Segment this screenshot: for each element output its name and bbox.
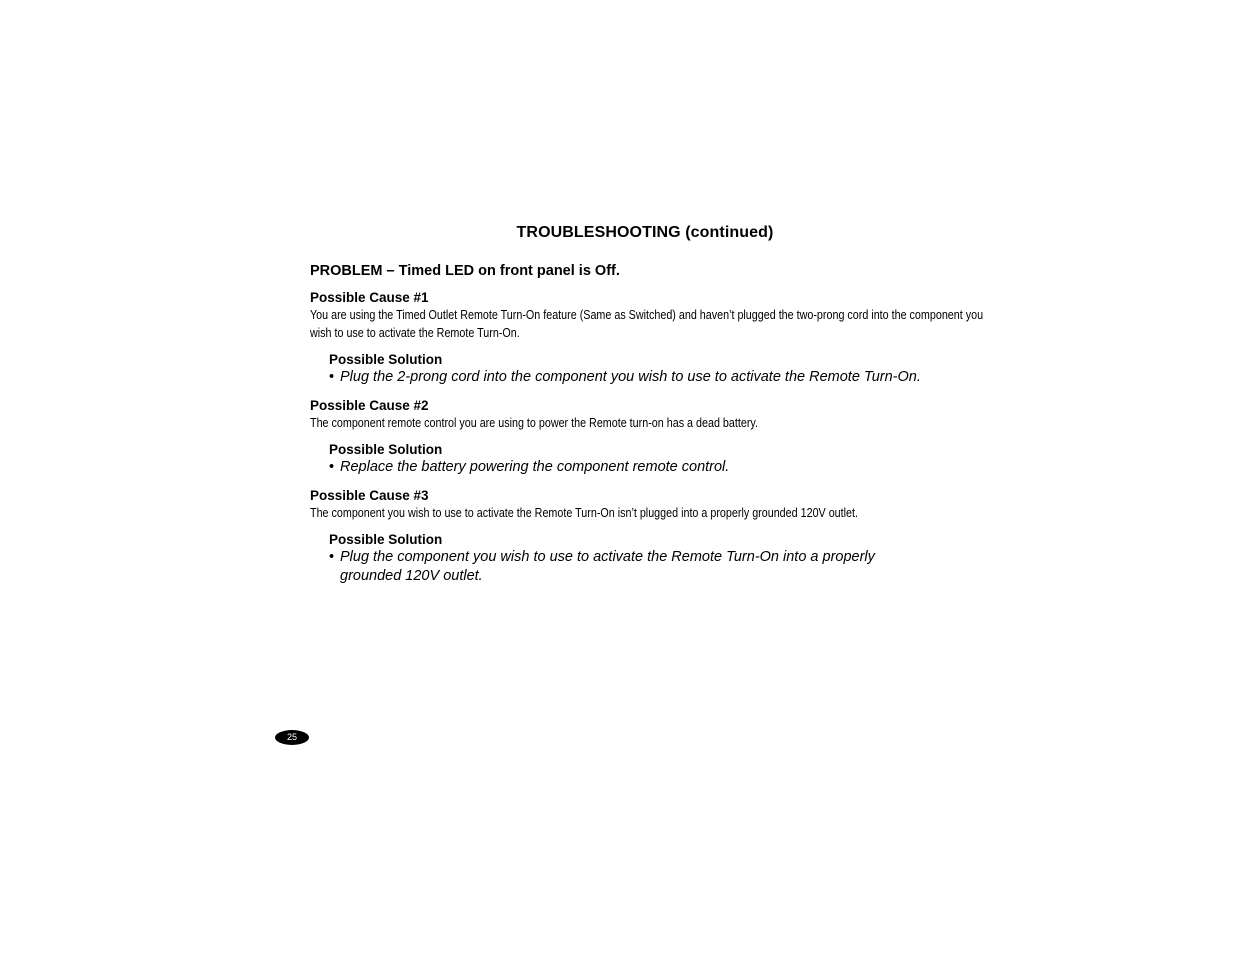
cause-title: Possible Cause #3 (310, 488, 429, 503)
cause-section-1 (310, 289, 990, 342)
cause-description: The component you wish to use to activate the Remote Turn-On isn’t plugged into a properly grounded 120V outlet. (310, 506, 858, 520)
cause-section-3 (310, 487, 990, 522)
solution-section-2 (329, 441, 979, 477)
cause-title: Possible Cause #2 (310, 398, 429, 413)
solution-title: Possible Solution (329, 442, 443, 457)
cause-section-2 (310, 397, 990, 432)
bullet-icon: • (329, 369, 335, 385)
page-title: TROUBLESHOOTING (continued) (516, 224, 774, 241)
solution-item (329, 368, 979, 387)
solution-section-1 (329, 351, 979, 387)
cause-title: Possible Cause #1 (310, 290, 429, 305)
problem-heading: PROBLEM – Timed LED on front panel is Off. (310, 263, 620, 279)
solution-title: Possible Solution (329, 532, 443, 547)
solution-text: Plug the component you wish to use to activate the Remote Turn-On into a properly grounded 120V outlet. (340, 549, 875, 584)
bullet-icon: • (329, 459, 335, 475)
page-number-badge: 25 (275, 730, 309, 745)
solution-section-3 (329, 531, 919, 586)
bullet-icon: • (329, 549, 335, 565)
solution-text: Replace the battery powering the component remote control. (340, 459, 730, 475)
cause-description: The component remote control you are using to power the Remote turn-on has a dead battery. (310, 416, 758, 430)
solution-item (329, 548, 919, 586)
solution-text: Plug the 2-prong cord into the component you wish to use to activate the Remote Turn-On. (340, 369, 921, 385)
solution-title: Possible Solution (329, 352, 443, 367)
cause-description: You are using the Timed Outlet Remote Turn-On feature (Same as Switched) and haven’t plugged the two-prong cord into the component you wish to use to activate the Remote Turn-On. (310, 308, 984, 340)
solution-item (329, 458, 979, 477)
